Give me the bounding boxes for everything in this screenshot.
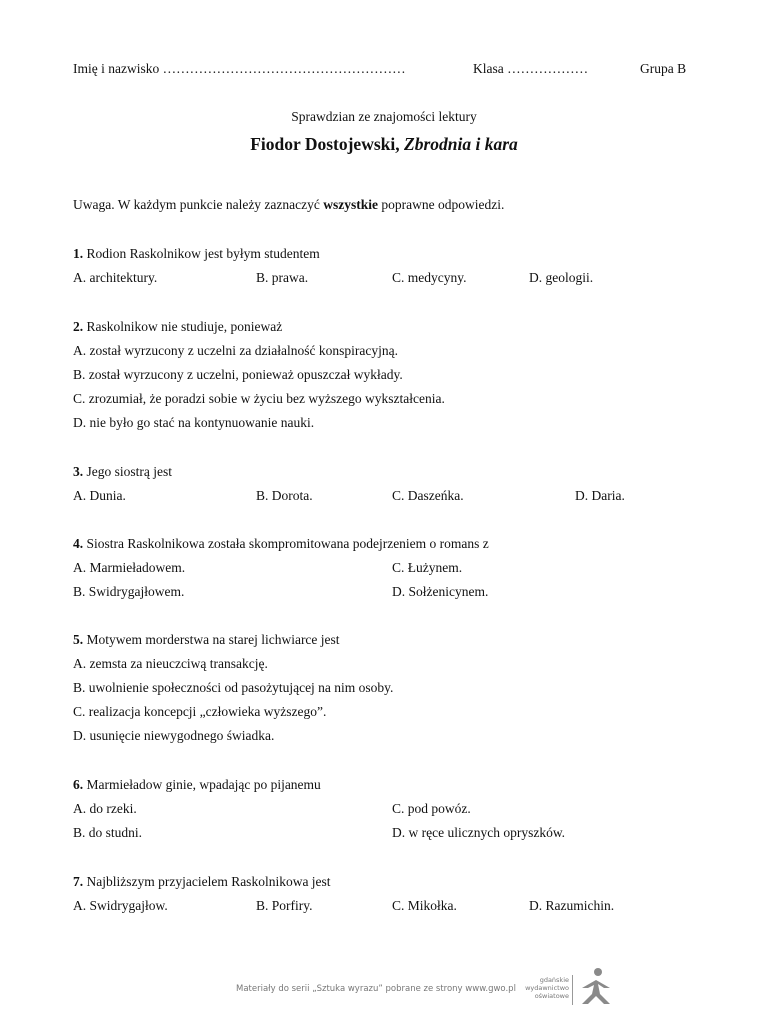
question-number: 4. bbox=[73, 536, 84, 551]
name-field-label: Imię i nazwisko ……………………………………………… bbox=[73, 61, 406, 76]
question-text: Raskolnikow nie studiuje, ponieważ bbox=[83, 319, 283, 334]
question-number: 7. bbox=[73, 874, 84, 889]
option-b: B. Swidrygajłowem. bbox=[73, 584, 185, 599]
question-3 bbox=[73, 460, 713, 508]
question-1 bbox=[73, 242, 713, 290]
publisher-divider bbox=[572, 975, 573, 1005]
options-row bbox=[73, 821, 713, 845]
option-b: B. prawa. bbox=[256, 270, 309, 285]
options-row bbox=[73, 580, 713, 604]
question-text: Najbliższym przyjacielem Raskolnikowa jest bbox=[83, 874, 331, 889]
publisher-logo-icon bbox=[574, 966, 616, 1006]
question-number: 2. bbox=[73, 319, 84, 334]
option-b: B. Dorota. bbox=[256, 488, 313, 503]
question-number: 6. bbox=[73, 777, 84, 792]
options-row bbox=[73, 266, 713, 290]
option-a: A. Dunia. bbox=[73, 488, 126, 503]
option-c: C. Łużynem. bbox=[392, 560, 463, 575]
question-number: 5. bbox=[73, 632, 84, 647]
option-a: A. Swidrygajłow. bbox=[73, 898, 168, 913]
option-c: C. Mikołka. bbox=[392, 898, 457, 913]
publisher-line-2: wydawnictwo bbox=[525, 984, 569, 992]
question-text: Rodion Raskolnikow jest byłym studentem bbox=[83, 246, 320, 261]
question-4 bbox=[73, 532, 713, 604]
option-c: C. Daszeńka. bbox=[392, 488, 464, 503]
question-5 bbox=[73, 628, 713, 748]
publisher-line-3: oświatowe bbox=[534, 992, 569, 1000]
page-title bbox=[0, 134, 768, 155]
option-c: C. realizacja koncepcji „człowieka wyższego”. bbox=[73, 704, 327, 719]
option-a: A. architektury. bbox=[73, 270, 158, 285]
question-6 bbox=[73, 773, 713, 845]
question-stem bbox=[73, 532, 713, 556]
option-d: D. Sołżenicynem. bbox=[392, 584, 489, 599]
question-text: Marmieładow ginie, wpadając po pijanemu bbox=[83, 777, 321, 792]
question-7 bbox=[73, 870, 713, 918]
options-row bbox=[73, 894, 713, 918]
option-b: B. uwolnienie społeczności od pasożytującej na nim osoby. bbox=[73, 680, 394, 695]
title-author: Fiodor Dostojewski, bbox=[250, 134, 400, 154]
option-a: A. zemsta za nieuczciwą transakcję. bbox=[73, 656, 268, 671]
publisher-line-1: gdańskie bbox=[539, 976, 569, 984]
group-label: Grupa B bbox=[640, 61, 687, 76]
option-b: B. został wyrzucony z uczelni, ponieważ opuszczał wykłady. bbox=[73, 367, 403, 382]
option-c: C. pod powóz. bbox=[392, 801, 471, 816]
option-d: D. nie było go stać na kontynuowanie nauki. bbox=[73, 415, 315, 430]
option-d: D. geologii. bbox=[529, 270, 594, 285]
footer-source-text: Materiały do serii „Sztuka wyrazu” pobrane ze strony www.gwo.pl bbox=[236, 984, 516, 994]
note-text-bold: wszystkie bbox=[323, 197, 379, 212]
question-stem bbox=[73, 870, 713, 894]
question-stem bbox=[73, 628, 713, 652]
question-text: Siostra Raskolnikowa została skompromitowana podejrzeniem o romans z bbox=[83, 536, 489, 551]
options-row bbox=[73, 484, 713, 508]
option-d: D. Daria. bbox=[575, 488, 625, 503]
option-b: B. do studni. bbox=[73, 825, 143, 840]
question-stem bbox=[73, 773, 713, 797]
question-number: 1. bbox=[73, 246, 84, 261]
option-a: A. Marmieładowem. bbox=[73, 560, 186, 575]
option-b: B. Porfiry. bbox=[256, 898, 313, 913]
option-d: D. w ręce ulicznych opryszków. bbox=[392, 825, 566, 840]
question-text: Jego siostrą jest bbox=[83, 464, 172, 479]
option-a: A. do rzeki. bbox=[73, 801, 137, 816]
publisher-name bbox=[523, 976, 569, 1000]
options-row bbox=[73, 797, 713, 821]
question-stem bbox=[73, 315, 713, 339]
option-c: C. medycyny. bbox=[392, 270, 467, 285]
option-a: A. został wyrzucony z uczelni za działalność konspiracyjną. bbox=[73, 343, 398, 358]
page-subtitle: Sprawdzian ze znajomości lektury bbox=[291, 109, 477, 124]
note-text-before: Uwaga. W każdym punkcie należy zaznaczyć bbox=[73, 197, 324, 212]
options-row bbox=[73, 556, 713, 580]
option-d: D. usunięcie niewygodnego świadka. bbox=[73, 728, 275, 743]
class-field-label: Klasa ……………… bbox=[473, 61, 589, 76]
question-stem bbox=[73, 242, 713, 266]
question-number: 3. bbox=[73, 464, 84, 479]
title-work: Zbrodnia i kara bbox=[404, 134, 518, 154]
option-c: C. zrozumiał, że poradzi sobie w życiu bez wyższego wykształcenia. bbox=[73, 391, 445, 406]
instructions-note bbox=[73, 197, 504, 213]
question-text: Motywem morderstwa na starej lichwiarce jest bbox=[83, 632, 340, 647]
option-d: D. Razumichin. bbox=[529, 898, 615, 913]
question-2 bbox=[73, 315, 713, 435]
question-stem bbox=[73, 460, 713, 484]
note-text-after: poprawne odpowiedzi. bbox=[378, 197, 505, 212]
